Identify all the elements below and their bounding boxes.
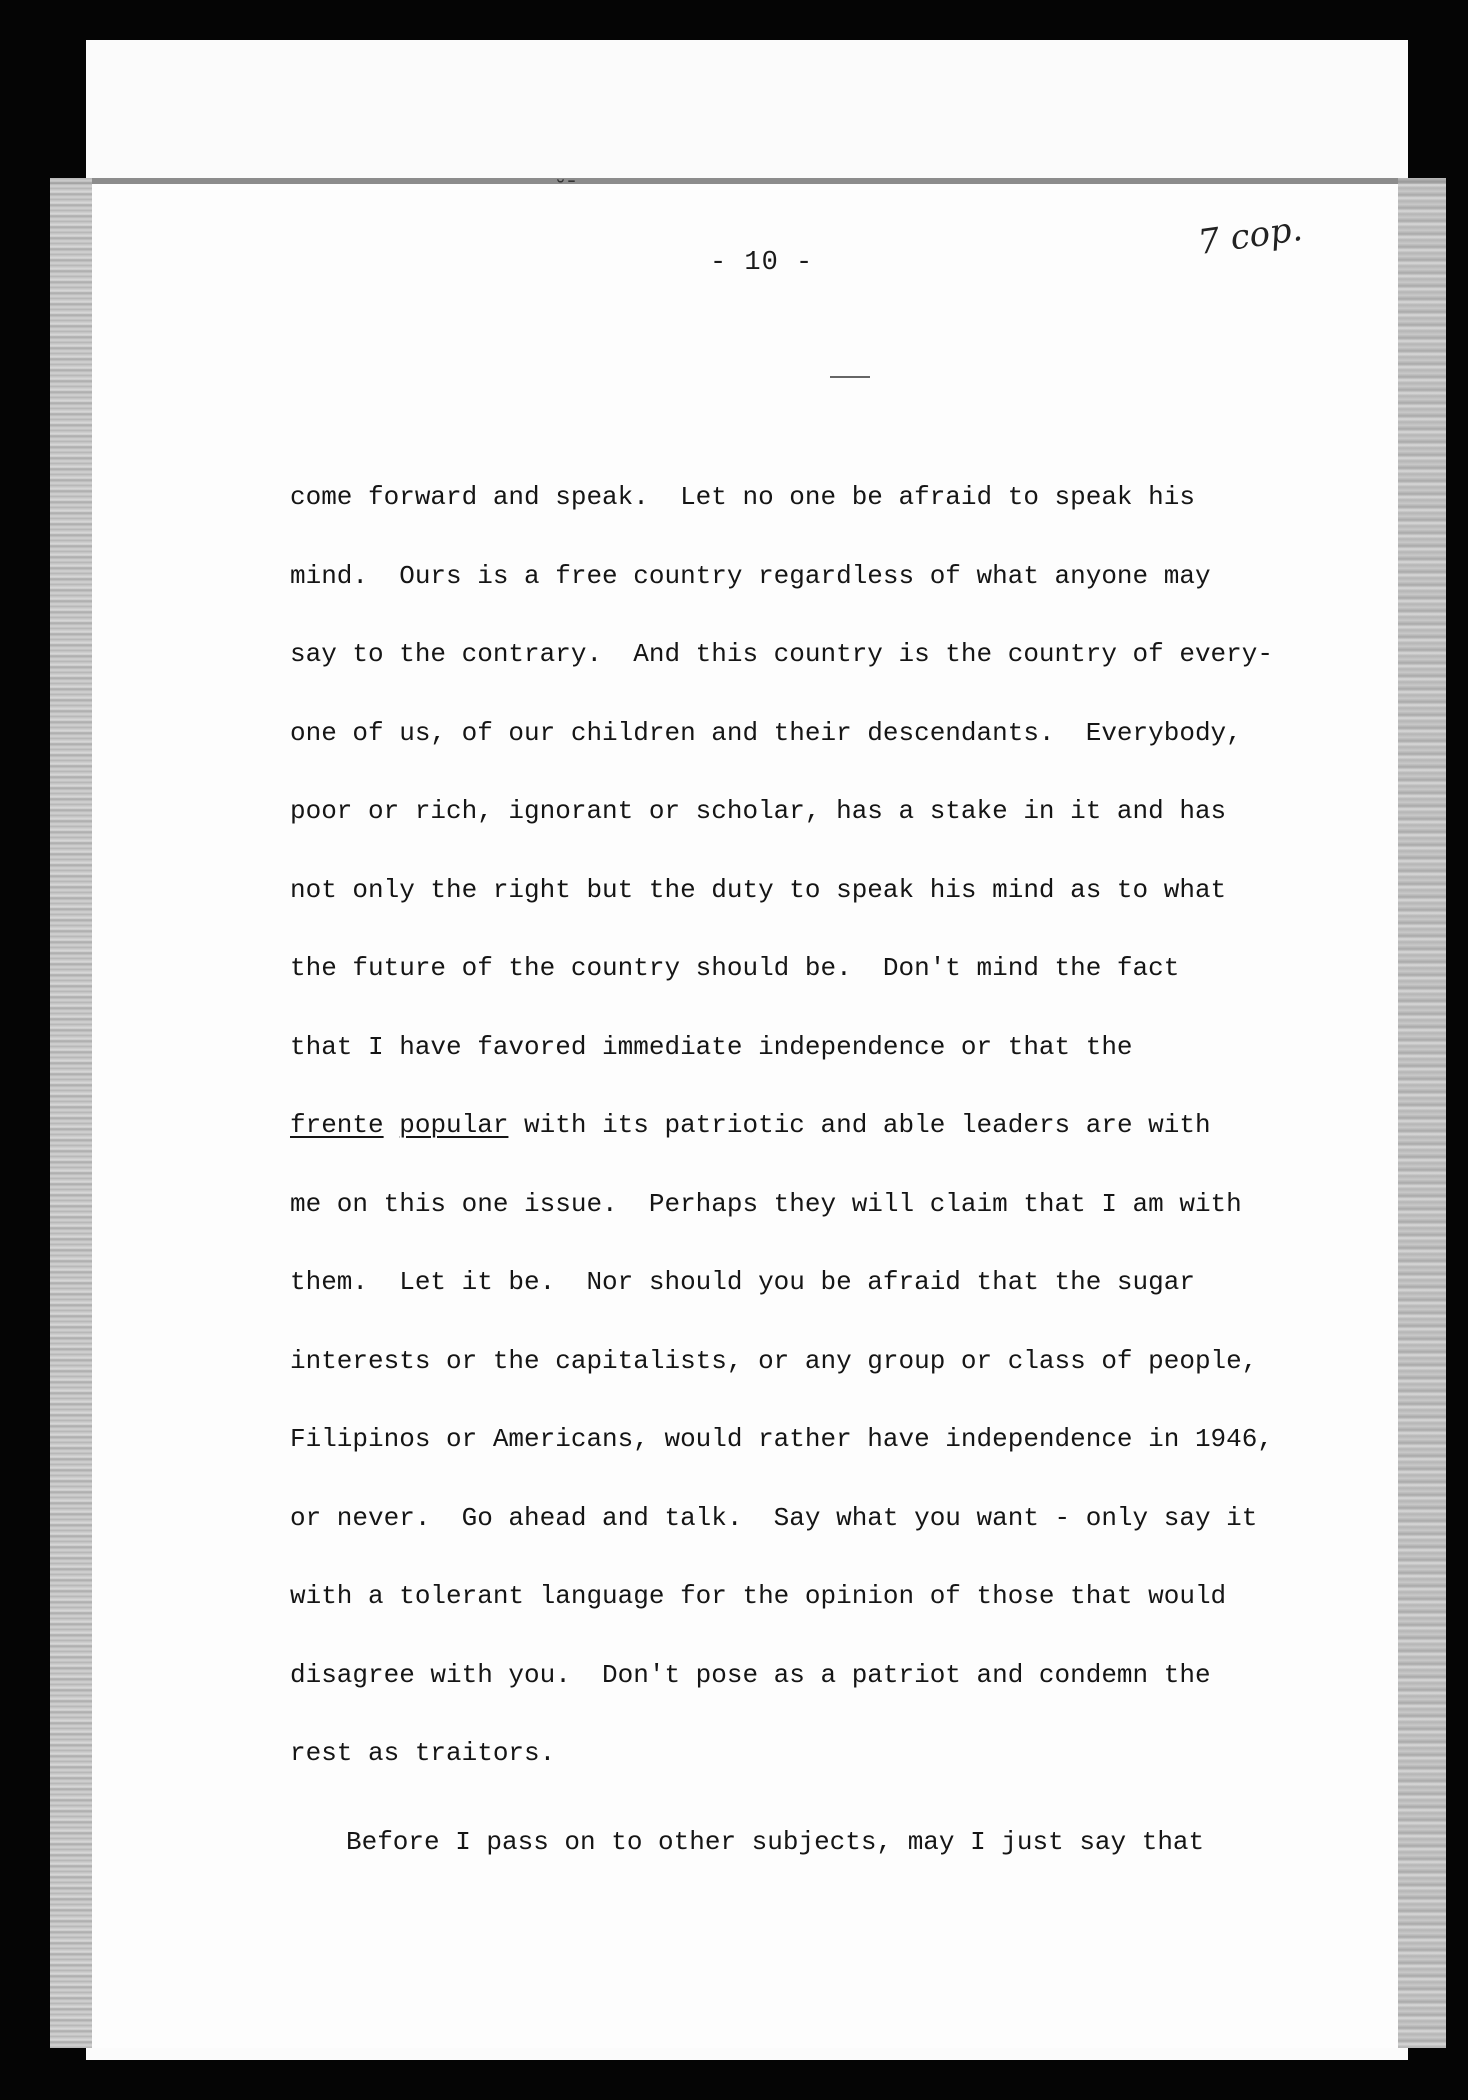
text-line: say to the contrary. And this country is the country of every- (290, 639, 1273, 669)
text-line: disagree with you. Don't pose as a patriot and condemn the (290, 1659, 1211, 1690)
page-right-edge (1398, 178, 1446, 2048)
text-line: rest as traitors. (290, 1738, 556, 1768)
text-line: with a tolerant language for the opinion of those that would (290, 1581, 1227, 1611)
text-line: poor or rich, ignorant or scholar, has a stake in it and has (290, 796, 1227, 826)
text-line: mind. Ours is a free country regardless of what anyone may (290, 560, 1211, 591)
text-fragment: with its patriotic and able leaders are with (508, 1110, 1211, 1140)
text-line: one of us, of our children and their descendants. Everybody, (290, 717, 1242, 748)
text-line: Before I pass on to other subjects, may I just say that (346, 1826, 1205, 1857)
text-line: the future of the country should be. Don't mind the fact (290, 953, 1180, 983)
dash-mark (830, 376, 870, 378)
underlined-word: frente (290, 1110, 384, 1140)
text-line: come forward and speak. Let no one be afraid to speak his (290, 482, 1195, 512)
text-line: that I have favored immediate independence or that the (290, 1031, 1133, 1062)
page-number: - 10 - (710, 248, 814, 278)
typed-page (50, 178, 1446, 2048)
text-line: or never. Go ahead and talk. Say what you want - only say it (290, 1502, 1258, 1533)
page-left-edge (50, 178, 92, 2048)
underlined-word: popular (399, 1110, 509, 1140)
text-line: me on this one issue. Perhaps they will claim that I am with (290, 1188, 1242, 1219)
text-line: them. Let it be. Nor should you be afraid that the sugar (290, 1267, 1195, 1297)
text-line-underlined (290, 1086, 1350, 1165)
text-line: Filipinos or Americans, would rather have independence in 1946, (290, 1424, 1273, 1454)
body-text (290, 458, 1350, 1881)
text-line: interests or the capitalists, or any group or class of people, (290, 1345, 1258, 1376)
handwritten-margin-note: 7 cop. (1195, 208, 1305, 264)
page-top-edge (50, 178, 1446, 184)
text-line: not only the right but the duty to speak his mind as to what (290, 874, 1227, 905)
ink-smudge: ˘ˉ (555, 178, 577, 203)
